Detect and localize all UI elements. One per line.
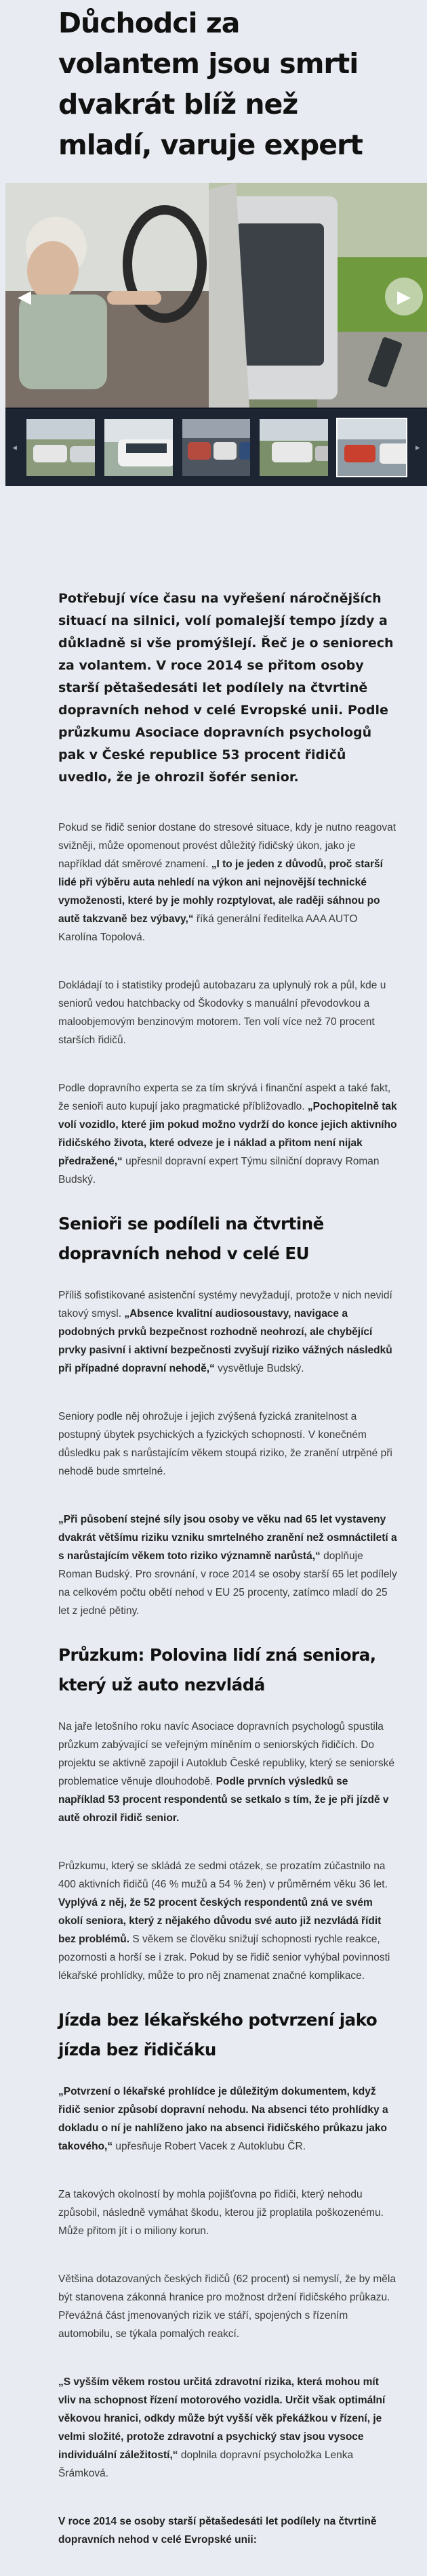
- chevron-left-icon: ◀: [18, 286, 31, 307]
- highlight: Podle prvních výsledků se například 53 procent respondentů se setkalo s tím, že je při jízdě v autě ohrozil řidič senior.: [58, 1776, 389, 1824]
- chevron-right-icon: ▶: [397, 286, 411, 307]
- section-heading: Jízda bez lékařského potvrzení jako jízda bez řidičáku: [58, 2010, 378, 2059]
- highlight: Vyplývá z něj, že 52 procent českých respondentů zná ve svém okolí seniora, který z nějakého důvodu své auto již nezvládá řídit bez problémů.: [58, 1897, 382, 1945]
- gallery-photo: [5, 183, 427, 408]
- text: říká generální ředitelka AAA AUTO Karolína Topolová.: [58, 913, 358, 943]
- photo-gallery: [5, 183, 427, 486]
- paragraph: [58, 1857, 397, 1985]
- caret-left-icon: ◂: [12, 442, 17, 452]
- section-heading: Průzkum: Polovina lidí zná seniora, který už auto nezvládá: [58, 1645, 376, 1695]
- paragraph: [58, 1718, 397, 1827]
- thumbnail-image: [338, 419, 407, 476]
- quote: „Absence kvalitní audiosoustavy, navigace a podobných prvků bezpečnost rozhodně neohrozí, ale chybějící prvky pasivní i aktivní bezpečnosti zvyšují riziko vážných následků při případné dopravní nehodě,“: [58, 1308, 392, 1374]
- text: vysvětluje Budský.: [214, 1363, 304, 1374]
- gallery-thumbnail[interactable]: [181, 418, 252, 477]
- paragraph: [58, 2512, 397, 2549]
- caret-right-icon: ▸: [415, 442, 420, 452]
- paragraph: [58, 2373, 397, 2483]
- paragraph: Dokládají to i statistiky prodejů autobazaru za uplynulý rok a půl, kde u seniorů vedou hatchbacky od Škodovky s manuální převodovkou a maloobjemovým benzinovým motorem. Ten volí více než 70 procent starších řidičů.: [58, 980, 386, 1046]
- paragraph: [58, 2082, 397, 2156]
- quote: „S vyšším věkem rostou určitá zdravotní rizika, která mohou mít vliv na schopnost řízení motorového vozidla. Určit však optimální věkovou hranici, odkdy může být vyšší věk překážkou v řízení, je velmi složité, protože zdravotní a psychický stav jsou vysoce individuální záležitostí,“: [58, 2376, 386, 2461]
- text: S věkem se člověku snižují schopnosti rychle reakce, pozornosti a horší se i zrak. Pokud by se řidič senior vyhýbal povinnosti lékařské prohlídky, může to pro něj znamenat značné komplikace.: [58, 1934, 390, 1982]
- article-lead: Potřebují více času na vyřešení náročnějších situací na silnici, volí pomalejší tempo jízdy a důkladně si vše promýšlejí. Řeč je o seniorech za volantem. V roce 2014 se přitom osoby starší pětašedesáti let podílely na čtvrtině dopravních nehod v celé Evropské unii. Podle průzkumu Asociace dopravních psychologů pak v České republice 53 procent řidičů uvedlo, že je ohrozil šofér senior.: [58, 591, 394, 785]
- thumbnail-image: [104, 419, 174, 476]
- thumbnail-image: [260, 419, 329, 476]
- paragraph: Seniory podle něj ohrožuje i jejich zvýšená fyzická zranitelnost a postupný úbytek psychických a fyzických schopností. V konečném důsledku pak s narůstajícím věkem stoupá riziko, že zranění utrpěné při nehodě bude smrtelné.: [58, 1411, 392, 1477]
- paragraph: Většina dotazovaných českých řidičů (62 procent) si nemyslí, že by měla být stanovena zákonná hranice pro možnost držení řidičského průkazu. Převážná část jmenovaných rizik ve stáří, spojených s řízením automobilu, se týkala pomalých reakcí.: [58, 2273, 396, 2340]
- paragraph: [58, 818, 397, 946]
- paragraph: [58, 1079, 397, 1189]
- quote: „Při působení stejné síly jsou osoby ve věku nad 65 let vystaveny dvakrát většímu riziku vzniku smrtelného zranění než osmnáctiletí a s narůstajícím věkem toto riziko významně narůstá,“: [58, 1514, 397, 1562]
- article-title: Důchodci za volantem jsou smrti dvakrát blíž než mladí, varuje expert: [58, 7, 363, 161]
- thumbnail-image: [26, 419, 96, 476]
- gallery-thumbnail[interactable]: [103, 418, 174, 477]
- paragraph: [58, 1286, 397, 1378]
- text: Na jaře letošního roku navíc Asociace dopravních psychologů spustila průzkum zabývající se veřejným míněním o seniorských řidičích. Do projektu se aktivně zapojil i Autoklub České republiky, který se seniorské problematice věnuje dlouhodobě.: [58, 1721, 394, 1787]
- gallery-thumbnail[interactable]: [258, 418, 329, 477]
- text: Příliš sofistikované asistenční systémy nevyžadují, protože v nich nevidí takový smysl.: [58, 1290, 392, 1319]
- text: Pokud se řidič senior dostane do stresové situace, kdy je nutno reagovat svižněji, může opomenout provést důležitý řidičský úkon, jako je například dát směrové znamení.: [58, 822, 396, 870]
- gallery-main-image[interactable]: [5, 183, 427, 408]
- text: doplňuje Roman Budský. Pro srovnání, v roce 2014 se osoby starší 65 let podílely na celkovém počtu obětí nehod v EU 25 procenty, zatímco mladí do 25 let z jedné pětiny.: [58, 1550, 397, 1617]
- text: upřesnil dopravní expert Týmu silniční dopravy Roman Budský.: [58, 1156, 380, 1185]
- thumbnail-image: [182, 419, 252, 476]
- text: upřesňuje Robert Vacek z Autoklubu ČR.: [113, 2141, 306, 2152]
- thumbnail-strip: [5, 408, 427, 486]
- quote: „I to je jeden z důvodů, proč starší lidé při výběru auta nehledí na výkon ani nejnovější technické vymoženosti, které by je mohly rozptylovat, ale raději sáhnou po autě takzvaně bez výbavy,“: [58, 858, 383, 925]
- gallery-thumbnail-active[interactable]: [336, 418, 407, 477]
- gallery-thumbnail[interactable]: [25, 418, 96, 477]
- strip-prev-button[interactable]: [11, 442, 18, 453]
- gallery-prev-button[interactable]: [5, 278, 43, 315]
- text: Podle dopravního experta se za tím skrývá i finanční aspekt a také fakt, že senioři auto kupují jako pragmatické příbližovadlo.: [58, 1083, 391, 1112]
- quote: „Potvrzení o lékařské prohlídce je důležitým dokumentem, když řidič senior způsobí dopravní nehodu. Na absenci této prohlídky a dokladu o ní je nahlíženo jako na absenci řidičského průkazu jako takového,“: [58, 2086, 388, 2152]
- text: doplnila dopravní psycholožka Lenka Šrámková.: [58, 2449, 354, 2479]
- highlight: V roce 2014 se osoby starší pětašedesáti let podílely na čtvrtině dopravních nehod v celé Evropské unii:: [58, 2516, 377, 2546]
- text: Průzkumu, který se skládá ze sedmi otázek, se prozatím zúčastnilo na 400 aktivních řidičů (46 % mužů a 54 % žen) v průměrném věku 36 let.: [58, 1860, 388, 1890]
- paragraph: Za takových okolností by mohla pojišťovna po řidiči, který nehodu způsobil, následně vymáhat škodu, kterou již proplatila poškozenému. Může přitom jít i o miliony korun.: [58, 2189, 384, 2237]
- article-body: [0, 588, 427, 2549]
- section-heading: Senioři se podíleli na čtvrtině dopravních nehod v celé EU: [58, 1214, 324, 1263]
- quote: „Pochopitelně tak volí vozidlo, které jim pokud možno vydrží do konce jejich aktivního řidičského života, které odveze je i náklad a přitom není nijak předražené,“: [58, 1101, 397, 1167]
- paragraph: [58, 1510, 397, 1620]
- gallery-next-button[interactable]: [385, 278, 423, 315]
- strip-next-button[interactable]: [414, 442, 422, 453]
